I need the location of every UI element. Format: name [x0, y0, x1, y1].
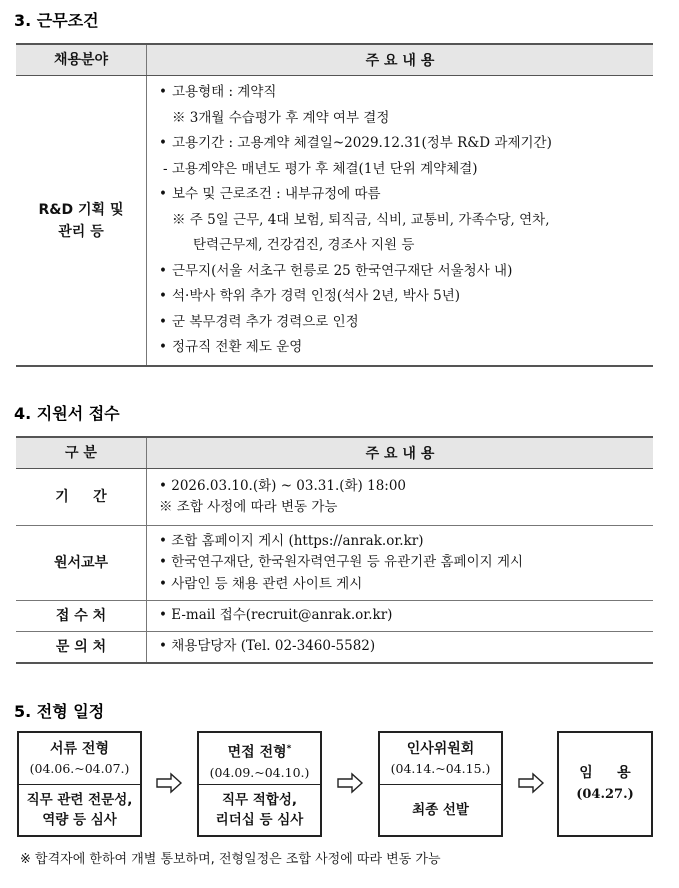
list-item: • 고용기간 : 고용계약 체결일~2029.12.31(정부 R&D 과제기간): [159, 135, 552, 152]
list-item: • 한국연구재단, 한국원자력연구원 등 유관기관 홈페이지 게시: [159, 554, 524, 571]
right-arrow-icon: [155, 771, 183, 795]
row-label-distribution: 원서교부: [16, 526, 147, 601]
work-conditions-table: [16, 43, 653, 367]
step-name: 면접 전형*: [227, 744, 292, 761]
row-label-inquiry: 문 의 처: [16, 632, 147, 664]
step-personnel-committee: [378, 731, 503, 837]
section3-title: 3. 근무조건: [14, 11, 99, 30]
list-item: • 2026.03.10.(화) ~ 03.31.(화) 18:00: [159, 477, 407, 494]
step-detail: 직무 적합성, 리더십 등 심사: [215, 792, 304, 828]
row-content: [147, 469, 654, 526]
row-content: [147, 601, 654, 632]
section4-title: 4. 지원서 접수: [14, 404, 120, 423]
list-item: • 고용형태 : 계약직: [159, 84, 277, 101]
list-item: 탄력근무제, 건강검진, 경조사 지원 등: [193, 237, 415, 254]
table-row: [16, 601, 653, 632]
table-row: [16, 76, 653, 367]
list-item: ※ 주 5일 근무, 4대 보험, 퇴직금, 식비, 교통비, 가족수당, 연차,: [172, 211, 550, 228]
header-content: 주 요 내 용: [147, 44, 654, 76]
table-row: [16, 469, 653, 526]
header-field: 채용분야: [16, 44, 147, 76]
step-detail: 최종 선발: [412, 802, 469, 818]
header-content: 주 요 내 용: [147, 437, 654, 469]
row-label-period: 기 간: [16, 469, 147, 526]
row-label-submission: 접 수 처: [16, 601, 147, 632]
list-item: • 근무지(서울 서초구 헌릉로 25 한국연구재단 서울청사 내): [159, 262, 513, 279]
list-item: • 조합 홈페이지 게시 (https://anrak.or.kr): [159, 532, 424, 549]
table-header-row: [16, 44, 653, 76]
row-content: [147, 632, 654, 664]
list-item: • 정규직 전환 제도 운영: [159, 339, 303, 356]
application-table: [16, 436, 653, 664]
field-line-1: R&D 기획 및: [38, 201, 124, 218]
list-item: ※ 조합 사정에 따라 변동 가능: [159, 499, 338, 515]
header-category: 구 분: [16, 437, 147, 469]
step-name: 서류 전형: [50, 741, 109, 757]
table-header-row: [16, 437, 653, 469]
list-item: • 석·박사 학위 추가 경력 인정(석사 2년, 박사 5년): [159, 288, 461, 305]
list-item: ※ 3개월 수습평가 후 계약 여부 결정: [172, 109, 390, 126]
content-cell: [147, 76, 654, 367]
step-date: (04.09.~04.10.): [209, 764, 310, 780]
step-interview: [197, 731, 322, 837]
step-document-screening: [17, 731, 142, 837]
schedule-note: ※ 합격자에 한하여 개별 통보하며, 전형일정은 조합 사정에 따라 변동 가능: [20, 852, 441, 867]
list-item: • E-mail 접수(recruit@anrak.or.kr): [159, 607, 393, 624]
field-line-2: 관리 등: [58, 223, 104, 240]
step-date: (04.06.~04.07.): [29, 761, 130, 776]
table-row: [16, 632, 653, 664]
right-arrow-icon: [336, 771, 364, 795]
step-appointment: [557, 731, 653, 837]
step-name: 인사위원회: [406, 741, 475, 757]
section5-title: 5. 전형 일정: [14, 702, 105, 721]
list-item: - 고용계약은 매년도 평가 후 체결(1년 단위 계약체결): [163, 160, 478, 177]
list-item: • 보수 및 근로조건 : 내부규정에 따름: [159, 186, 381, 203]
step-name: 임 용: [579, 765, 631, 781]
step-detail: 직무 관련 전문성, 역량 등 심사: [26, 792, 133, 828]
list-item: • 군 복무경력 추가 경력으로 인정: [159, 313, 359, 330]
list-item: • 채용담당자 (Tel. 02-3460-5582): [159, 638, 376, 655]
table-row: [16, 526, 653, 601]
field-cell: [16, 76, 147, 367]
list-item: • 사람인 등 채용 관련 사이트 게시: [159, 575, 363, 592]
step-date: (04.14.~04.15.): [390, 761, 491, 776]
row-content: [147, 526, 654, 601]
step-date: (04.27.): [576, 787, 634, 802]
right-arrow-icon: [517, 771, 545, 795]
